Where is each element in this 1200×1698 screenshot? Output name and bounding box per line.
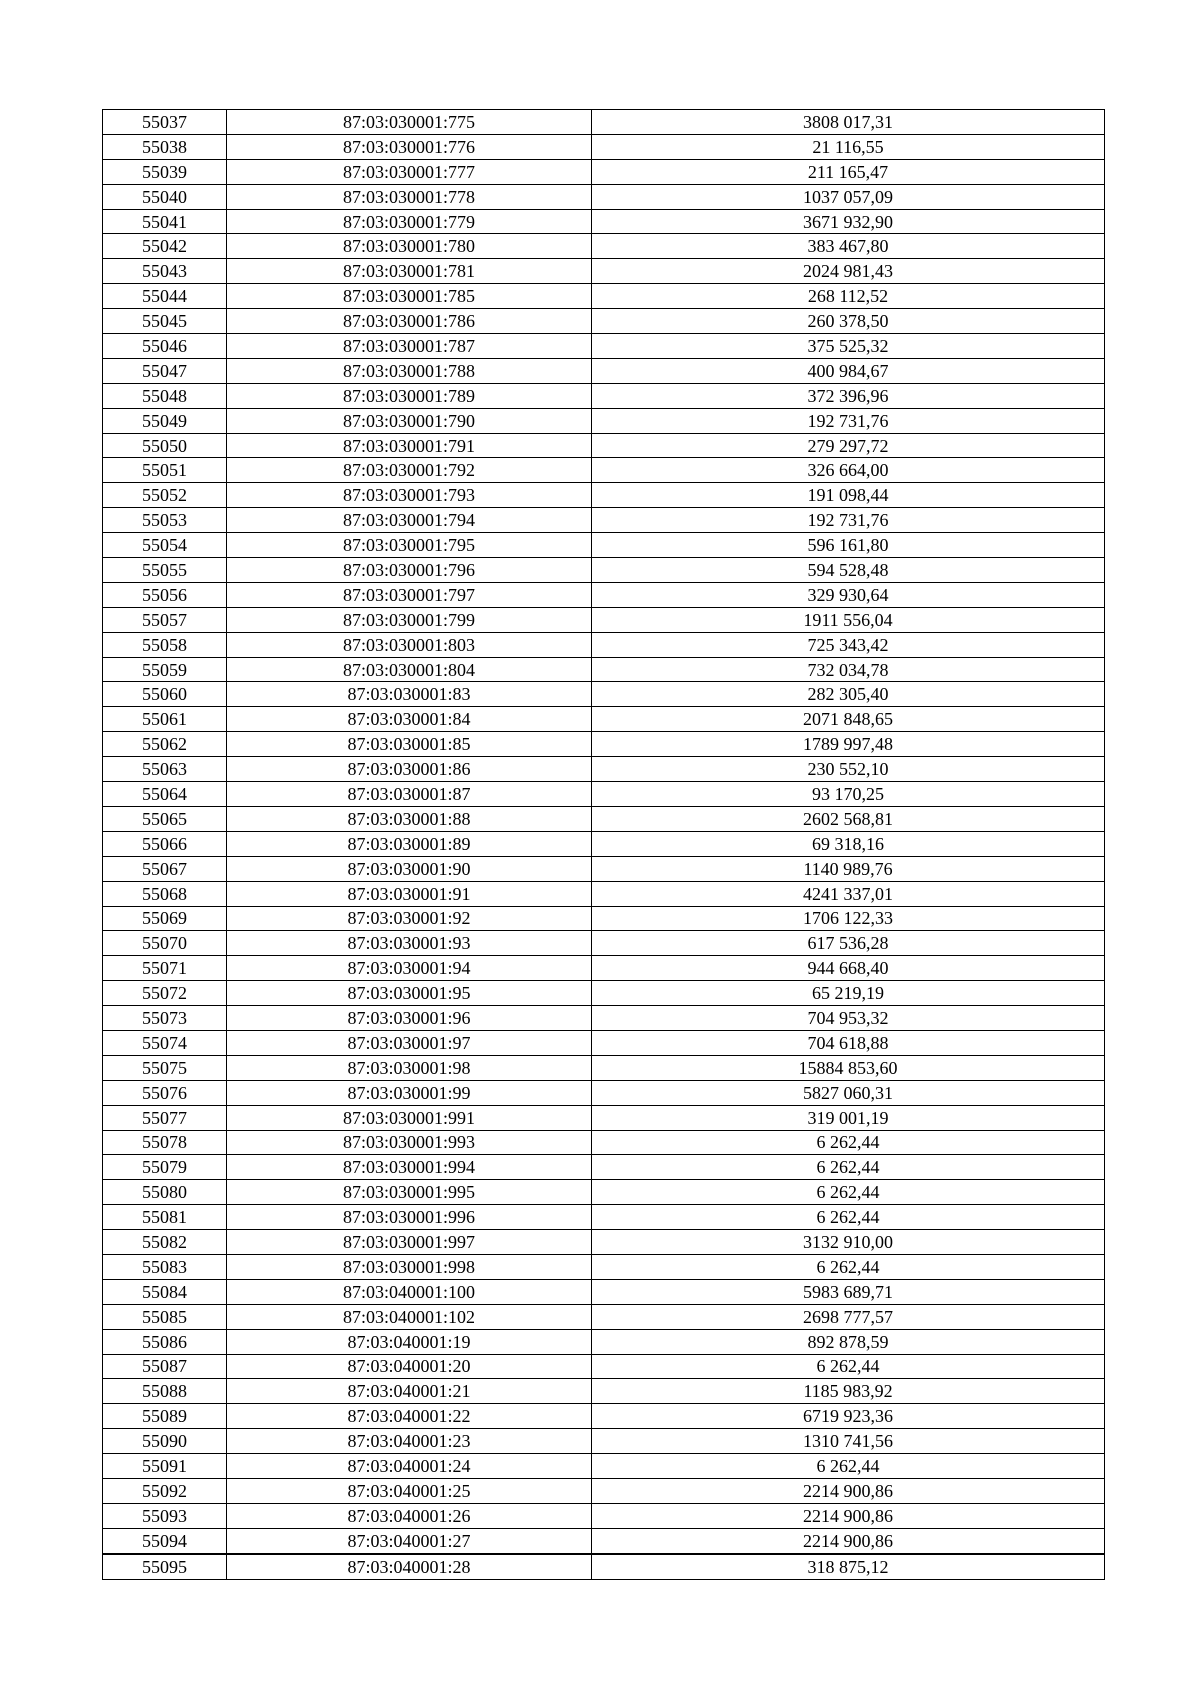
cadastral-value-cell: 1037 057,09 <box>592 184 1105 209</box>
table-row <box>103 931 1105 956</box>
row-number-cell: 55055 <box>103 558 227 583</box>
row-number-cell: 55065 <box>103 806 227 831</box>
cadastral-value-cell: 2214 900,86 <box>592 1528 1105 1553</box>
cadastral-value-cell: 6 262,44 <box>592 1454 1105 1479</box>
cadastral-number-cell: 87:03:030001:991 <box>227 1105 592 1130</box>
table-row <box>103 1379 1105 1404</box>
table-row <box>103 1105 1105 1130</box>
cadastral-value-cell: 6719 923,36 <box>592 1404 1105 1429</box>
cadastral-value-cell: 1140 989,76 <box>592 856 1105 881</box>
cadastral-number-cell: 87:03:030001:87 <box>227 782 592 807</box>
cadastral-number-cell: 87:03:030001:779 <box>227 209 592 234</box>
table-row <box>103 1230 1105 1255</box>
row-number-cell: 55060 <box>103 682 227 707</box>
cadastral-number-cell: 87:03:030001:795 <box>227 533 592 558</box>
cadastral-value-cell: 3132 910,00 <box>592 1230 1105 1255</box>
cadastral-number-cell: 87:03:030001:778 <box>227 184 592 209</box>
table-body <box>103 110 1105 1580</box>
table-row <box>103 1180 1105 1205</box>
table-row <box>103 1055 1105 1080</box>
cadastral-value-cell: 6 262,44 <box>592 1155 1105 1180</box>
cadastral-number-cell: 87:03:040001:100 <box>227 1279 592 1304</box>
cadastral-value-cell: 6 262,44 <box>592 1254 1105 1279</box>
row-number-cell: 55048 <box>103 383 227 408</box>
cadastral-value-cell: 372 396,96 <box>592 383 1105 408</box>
cadastral-number-cell: 87:03:030001:776 <box>227 134 592 159</box>
row-number-cell: 55080 <box>103 1180 227 1205</box>
cadastral-value-table <box>102 109 1105 1580</box>
table-row <box>103 1130 1105 1155</box>
cadastral-number-cell: 87:03:030001:787 <box>227 334 592 359</box>
cadastral-value-cell: 375 525,32 <box>592 334 1105 359</box>
cadastral-value-cell: 69 318,16 <box>592 831 1105 856</box>
cadastral-number-cell: 87:03:030001:792 <box>227 458 592 483</box>
row-number-cell: 55093 <box>103 1503 227 1528</box>
row-number-cell: 55037 <box>103 110 227 135</box>
table-row <box>103 906 1105 931</box>
table-row <box>103 1006 1105 1031</box>
row-number-cell: 55038 <box>103 134 227 159</box>
row-number-cell: 55073 <box>103 1006 227 1031</box>
row-number-cell: 55042 <box>103 234 227 259</box>
cadastral-value-cell: 2214 900,86 <box>592 1503 1105 1528</box>
row-number-cell: 55061 <box>103 707 227 732</box>
cadastral-number-cell: 87:03:030001:997 <box>227 1230 592 1255</box>
cadastral-value-cell: 282 305,40 <box>592 682 1105 707</box>
cadastral-number-cell: 87:03:030001:789 <box>227 383 592 408</box>
table-row <box>103 383 1105 408</box>
cadastral-number-cell: 87:03:040001:26 <box>227 1503 592 1528</box>
cadastral-value-cell: 15884 853,60 <box>592 1055 1105 1080</box>
table-row <box>103 259 1105 284</box>
row-number-cell: 55066 <box>103 831 227 856</box>
cadastral-number-cell: 87:03:030001:803 <box>227 632 592 657</box>
cadastral-number-cell: 87:03:030001:92 <box>227 906 592 931</box>
row-number-cell: 55063 <box>103 757 227 782</box>
cadastral-value-cell: 1310 741,56 <box>592 1429 1105 1454</box>
cadastral-number-cell: 87:03:030001:796 <box>227 558 592 583</box>
table-row <box>103 134 1105 159</box>
cadastral-value-cell: 1185 983,92 <box>592 1379 1105 1404</box>
cadastral-value-cell: 1789 997,48 <box>592 732 1105 757</box>
row-number-cell: 55094 <box>103 1528 227 1553</box>
cadastral-number-cell: 87:03:030001:799 <box>227 607 592 632</box>
cadastral-number-cell: 87:03:030001:90 <box>227 856 592 881</box>
row-number-cell: 55047 <box>103 358 227 383</box>
cadastral-value-cell: 318 875,12 <box>592 1554 1105 1579</box>
table-row <box>103 184 1105 209</box>
table-row <box>103 408 1105 433</box>
cadastral-value-cell: 892 878,59 <box>592 1329 1105 1354</box>
table-row <box>103 209 1105 234</box>
table-row <box>103 110 1105 135</box>
cadastral-value-cell: 732 034,78 <box>592 657 1105 682</box>
row-number-cell: 55041 <box>103 209 227 234</box>
cadastral-value-cell: 93 170,25 <box>592 782 1105 807</box>
table-row <box>103 458 1105 483</box>
table-row <box>103 981 1105 1006</box>
document-page <box>102 109 1104 1580</box>
cadastral-value-cell: 6 262,44 <box>592 1180 1105 1205</box>
table-row <box>103 508 1105 533</box>
table-row <box>103 284 1105 309</box>
cadastral-number-cell: 87:03:030001:790 <box>227 408 592 433</box>
cadastral-number-cell: 87:03:030001:781 <box>227 259 592 284</box>
table-row <box>103 956 1105 981</box>
cadastral-number-cell: 87:03:030001:85 <box>227 732 592 757</box>
cadastral-number-cell: 87:03:030001:994 <box>227 1155 592 1180</box>
row-number-cell: 55083 <box>103 1254 227 1279</box>
cadastral-value-cell: 6 262,44 <box>592 1130 1105 1155</box>
table-row <box>103 1429 1105 1454</box>
table-row <box>103 732 1105 757</box>
row-number-cell: 55067 <box>103 856 227 881</box>
table-row <box>103 309 1105 334</box>
cadastral-value-cell: 596 161,80 <box>592 533 1105 558</box>
row-number-cell: 55049 <box>103 408 227 433</box>
cadastral-number-cell: 87:03:030001:777 <box>227 159 592 184</box>
cadastral-number-cell: 87:03:030001:791 <box>227 433 592 458</box>
row-number-cell: 55081 <box>103 1205 227 1230</box>
table-row <box>103 1329 1105 1354</box>
table-row <box>103 1254 1105 1279</box>
cadastral-number-cell: 87:03:030001:804 <box>227 657 592 682</box>
cadastral-value-cell: 1706 122,33 <box>592 906 1105 931</box>
row-number-cell: 55079 <box>103 1155 227 1180</box>
cadastral-value-cell: 329 930,64 <box>592 582 1105 607</box>
row-number-cell: 55078 <box>103 1130 227 1155</box>
table-row <box>103 682 1105 707</box>
cadastral-value-cell: 3671 932,90 <box>592 209 1105 234</box>
cadastral-number-cell: 87:03:030001:84 <box>227 707 592 732</box>
row-number-cell: 55076 <box>103 1080 227 1105</box>
row-number-cell: 55039 <box>103 159 227 184</box>
cadastral-number-cell: 87:03:030001:775 <box>227 110 592 135</box>
cadastral-value-cell: 4241 337,01 <box>592 881 1105 906</box>
cadastral-value-cell: 319 001,19 <box>592 1105 1105 1130</box>
row-number-cell: 55052 <box>103 483 227 508</box>
table-row <box>103 1279 1105 1304</box>
cadastral-value-cell: 2698 777,57 <box>592 1304 1105 1329</box>
table-row <box>103 358 1105 383</box>
row-number-cell: 55053 <box>103 508 227 533</box>
row-number-cell: 55092 <box>103 1478 227 1503</box>
cadastral-number-cell: 87:03:040001:22 <box>227 1404 592 1429</box>
row-number-cell: 55068 <box>103 881 227 906</box>
table-row <box>103 1503 1105 1528</box>
row-number-cell: 55058 <box>103 632 227 657</box>
row-number-cell: 55044 <box>103 284 227 309</box>
table-row <box>103 1304 1105 1329</box>
row-number-cell: 55046 <box>103 334 227 359</box>
table-row <box>103 632 1105 657</box>
cadastral-value-cell: 2602 568,81 <box>592 806 1105 831</box>
row-number-cell: 55089 <box>103 1404 227 1429</box>
table-row <box>103 1155 1105 1180</box>
table-row <box>103 757 1105 782</box>
table-row <box>103 1030 1105 1055</box>
cadastral-value-cell: 594 528,48 <box>592 558 1105 583</box>
cadastral-number-cell: 87:03:030001:793 <box>227 483 592 508</box>
cadastral-number-cell: 87:03:030001:780 <box>227 234 592 259</box>
cadastral-value-cell: 3808 017,31 <box>592 110 1105 135</box>
cadastral-number-cell: 87:03:030001:91 <box>227 881 592 906</box>
cadastral-value-cell: 5827 060,31 <box>592 1080 1105 1105</box>
row-number-cell: 55072 <box>103 981 227 1006</box>
table-row <box>103 1080 1105 1105</box>
table-row <box>103 782 1105 807</box>
row-number-cell: 55045 <box>103 309 227 334</box>
table-row <box>103 483 1105 508</box>
cadastral-value-cell: 1911 556,04 <box>592 607 1105 632</box>
row-number-cell: 55071 <box>103 956 227 981</box>
cadastral-number-cell: 87:03:030001:995 <box>227 1180 592 1205</box>
table-row <box>103 159 1105 184</box>
cadastral-number-cell: 87:03:040001:20 <box>227 1354 592 1379</box>
cadastral-value-cell: 191 098,44 <box>592 483 1105 508</box>
cadastral-value-cell: 383 467,80 <box>592 234 1105 259</box>
table-row <box>103 831 1105 856</box>
row-number-cell: 55040 <box>103 184 227 209</box>
row-number-cell: 55075 <box>103 1055 227 1080</box>
table-row <box>103 533 1105 558</box>
row-number-cell: 55069 <box>103 906 227 931</box>
cadastral-value-cell: 268 112,52 <box>592 284 1105 309</box>
table-row <box>103 657 1105 682</box>
cadastral-number-cell: 87:03:030001:996 <box>227 1205 592 1230</box>
cadastral-number-cell: 87:03:040001:24 <box>227 1454 592 1479</box>
cadastral-number-cell: 87:03:040001:28 <box>227 1554 592 1579</box>
cadastral-number-cell: 87:03:030001:95 <box>227 981 592 1006</box>
table-row <box>103 558 1105 583</box>
table-row <box>103 234 1105 259</box>
table-row <box>103 707 1105 732</box>
cadastral-number-cell: 87:03:040001:27 <box>227 1528 592 1553</box>
table-row <box>103 1554 1105 1579</box>
cadastral-number-cell: 87:03:030001:89 <box>227 831 592 856</box>
row-number-cell: 55059 <box>103 657 227 682</box>
row-number-cell: 55077 <box>103 1105 227 1130</box>
cadastral-value-cell: 5983 689,71 <box>592 1279 1105 1304</box>
row-number-cell: 55082 <box>103 1230 227 1255</box>
table-row <box>103 856 1105 881</box>
row-number-cell: 55062 <box>103 732 227 757</box>
cadastral-number-cell: 87:03:040001:21 <box>227 1379 592 1404</box>
table-row <box>103 881 1105 906</box>
cadastral-number-cell: 87:03:040001:23 <box>227 1429 592 1454</box>
row-number-cell: 55085 <box>103 1304 227 1329</box>
cadastral-value-cell: 211 165,47 <box>592 159 1105 184</box>
cadastral-value-cell: 260 378,50 <box>592 309 1105 334</box>
cadastral-value-cell: 6 262,44 <box>592 1205 1105 1230</box>
table-row <box>103 806 1105 831</box>
cadastral-value-cell: 230 552,10 <box>592 757 1105 782</box>
cadastral-value-cell: 400 984,67 <box>592 358 1105 383</box>
table-row <box>103 1478 1105 1503</box>
cadastral-number-cell: 87:03:030001:993 <box>227 1130 592 1155</box>
cadastral-number-cell: 87:03:030001:785 <box>227 284 592 309</box>
cadastral-value-cell: 617 536,28 <box>592 931 1105 956</box>
table-row <box>103 433 1105 458</box>
row-number-cell: 55091 <box>103 1454 227 1479</box>
cadastral-number-cell: 87:03:030001:788 <box>227 358 592 383</box>
table-row <box>103 582 1105 607</box>
table-row <box>103 1528 1105 1553</box>
table-row <box>103 1354 1105 1379</box>
row-number-cell: 55087 <box>103 1354 227 1379</box>
row-number-cell: 55064 <box>103 782 227 807</box>
row-number-cell: 55070 <box>103 931 227 956</box>
table-row <box>103 1454 1105 1479</box>
cadastral-number-cell: 87:03:030001:794 <box>227 508 592 533</box>
row-number-cell: 55088 <box>103 1379 227 1404</box>
cadastral-number-cell: 87:03:030001:93 <box>227 931 592 956</box>
table-row <box>103 1404 1105 1429</box>
cadastral-value-cell: 65 219,19 <box>592 981 1105 1006</box>
cadastral-value-cell: 725 343,42 <box>592 632 1105 657</box>
table-row <box>103 334 1105 359</box>
cadastral-number-cell: 87:03:030001:786 <box>227 309 592 334</box>
row-number-cell: 55084 <box>103 1279 227 1304</box>
cadastral-value-cell: 21 116,55 <box>592 134 1105 159</box>
table-row <box>103 1205 1105 1230</box>
cadastral-value-cell: 192 731,76 <box>592 508 1105 533</box>
row-number-cell: 55054 <box>103 533 227 558</box>
cadastral-number-cell: 87:03:030001:98 <box>227 1055 592 1080</box>
row-number-cell: 55051 <box>103 458 227 483</box>
row-number-cell: 55086 <box>103 1329 227 1354</box>
cadastral-number-cell: 87:03:030001:86 <box>227 757 592 782</box>
cadastral-value-cell: 944 668,40 <box>592 956 1105 981</box>
cadastral-number-cell: 87:03:040001:25 <box>227 1478 592 1503</box>
row-number-cell: 55095 <box>103 1554 227 1579</box>
cadastral-number-cell: 87:03:030001:97 <box>227 1030 592 1055</box>
cadastral-value-cell: 326 664,00 <box>592 458 1105 483</box>
cadastral-value-cell: 6 262,44 <box>592 1354 1105 1379</box>
table-row <box>103 607 1105 632</box>
row-number-cell: 55050 <box>103 433 227 458</box>
cadastral-value-cell: 279 297,72 <box>592 433 1105 458</box>
row-number-cell: 55090 <box>103 1429 227 1454</box>
row-number-cell: 55057 <box>103 607 227 632</box>
cadastral-number-cell: 87:03:030001:88 <box>227 806 592 831</box>
cadastral-number-cell: 87:03:030001:96 <box>227 1006 592 1031</box>
cadastral-number-cell: 87:03:030001:797 <box>227 582 592 607</box>
cadastral-value-cell: 2214 900,86 <box>592 1478 1105 1503</box>
cadastral-number-cell: 87:03:030001:998 <box>227 1254 592 1279</box>
cadastral-number-cell: 87:03:040001:102 <box>227 1304 592 1329</box>
cadastral-value-cell: 704 953,32 <box>592 1006 1105 1031</box>
row-number-cell: 55056 <box>103 582 227 607</box>
row-number-cell: 55043 <box>103 259 227 284</box>
row-number-cell: 55074 <box>103 1030 227 1055</box>
cadastral-value-cell: 192 731,76 <box>592 408 1105 433</box>
cadastral-value-cell: 704 618,88 <box>592 1030 1105 1055</box>
cadastral-value-cell: 2024 981,43 <box>592 259 1105 284</box>
cadastral-number-cell: 87:03:040001:19 <box>227 1329 592 1354</box>
cadastral-value-cell: 2071 848,65 <box>592 707 1105 732</box>
cadastral-number-cell: 87:03:030001:83 <box>227 682 592 707</box>
cadastral-number-cell: 87:03:030001:94 <box>227 956 592 981</box>
cadastral-number-cell: 87:03:030001:99 <box>227 1080 592 1105</box>
